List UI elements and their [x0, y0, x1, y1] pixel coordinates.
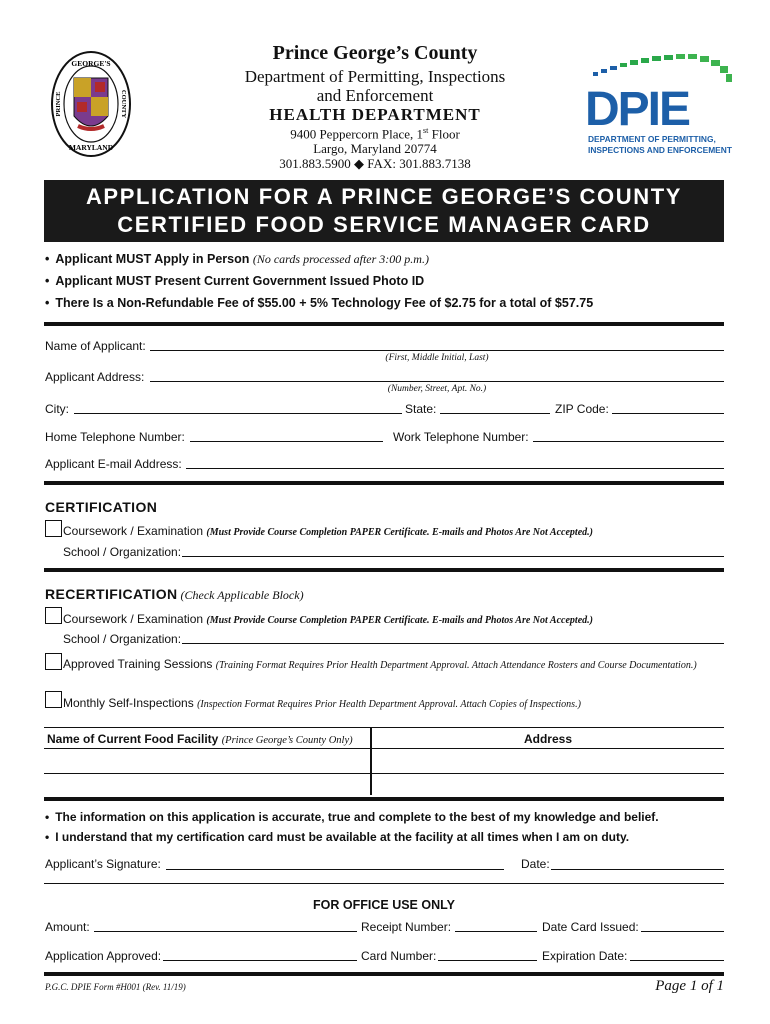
bullet-icon: • — [45, 830, 50, 844]
section-divider — [44, 972, 724, 976]
signature-field[interactable] — [166, 869, 504, 870]
address-label: Applicant Address: — [45, 370, 145, 384]
department-line-2: and Enforcement — [316, 86, 434, 105]
recertification-heading: RECERTIFICATION (Check Applicable Block) — [45, 586, 304, 602]
home-phone-label: Home Telephone Number: — [45, 430, 185, 444]
application-approved-label: Application Approved: — [45, 949, 162, 963]
recertification-coursework-option: Coursework / Examination (Must Provide Course Completion PAPER Certificate. E-mails and Photos Are Not Accepted.) — [63, 612, 593, 626]
city-label: City: — [45, 402, 69, 416]
page-number: Page 1 of 1 — [655, 978, 724, 994]
state-label: State: — [405, 402, 437, 416]
health-department: HEALTH DEPARTMENT — [269, 105, 481, 124]
phone-fax: 301.883.5900 ◆ FAX: 301.883.7138 — [279, 156, 471, 172]
city-field[interactable] — [74, 413, 402, 414]
logo-swoosh-icon — [593, 54, 732, 82]
name-hint: (First, Middle Initial, Last) — [385, 353, 489, 363]
logo-subtitle-1: DEPARTMENT OF PERMITTING, — [588, 134, 716, 144]
form-title-banner — [44, 180, 724, 242]
amount-field[interactable] — [94, 931, 357, 932]
dpie-logo — [585, 50, 735, 160]
work-phone-field[interactable] — [533, 441, 724, 442]
signature-date-field[interactable] — [551, 869, 724, 870]
section-divider — [44, 797, 724, 801]
facility-table — [44, 727, 724, 795]
logo-subtitle-2: INSPECTIONS AND ENFORCEMENT — [588, 145, 732, 155]
bullet-icon: • — [45, 810, 50, 824]
attestation-item: • I understand that my certification card must be available at the facility at all times when I am on duty. — [45, 830, 630, 844]
date-card-issued-label: Date Card Issued: — [542, 920, 639, 934]
department-line-1: Department of Permitting, Inspections — [244, 67, 506, 86]
recertification-school-label: School / Organization: — [63, 632, 182, 646]
county-seal-icon — [50, 50, 132, 158]
certification-coursework-option: Coursework / Examination (Must Provide Course Completion PAPER Certificate. E-mails and Photos Are Not Accepted.) — [63, 524, 593, 538]
form-title-line-2: CERTIFIED FOOD SERVICE MANAGER CARD — [117, 212, 651, 237]
certification-heading: CERTIFICATION — [45, 499, 158, 515]
name-field[interactable] — [150, 350, 724, 351]
application-approved-field[interactable] — [163, 960, 357, 961]
self-inspections-option: Monthly Self-Inspections (Inspection Format Requires Prior Health Department Approval. Attach Copies of Inspections.) — [63, 696, 581, 710]
address-line-2: Largo, Maryland 20774 — [313, 141, 437, 157]
card-number-label: Card Number: — [361, 949, 437, 963]
certification-school-label: School / Organization: — [63, 545, 182, 559]
office-use-heading: FOR OFFICE USE ONLY — [313, 898, 455, 912]
facility-address-header: Address — [523, 732, 573, 746]
section-divider — [44, 322, 724, 326]
address-line-1: 9400 Peppercorn Place, 1st Floor — [290, 126, 460, 142]
signature-date-label: Date: — [521, 857, 550, 871]
facility-address-cell-2[interactable] — [372, 774, 724, 796]
recertification-coursework-checkbox[interactable] — [45, 607, 62, 624]
requirement-item: • Applicant MUST Present Current Government Issued Photo ID — [45, 274, 425, 288]
department-name — [190, 67, 560, 105]
facility-name-header: Name of Current Food Facility (Prince George’s County Only) — [47, 732, 353, 746]
attestation-item: • The information on this application is accurate, true and complete to the best of my knowledge and belief. — [45, 810, 659, 824]
section-divider — [44, 883, 724, 884]
receipt-number-field[interactable] — [455, 931, 537, 932]
section-divider — [44, 568, 724, 572]
department-address — [190, 123, 560, 171]
certification-school-field[interactable] — [182, 556, 724, 557]
recertification-school-field[interactable] — [182, 643, 724, 644]
requirement-item: • Applicant MUST Apply in Person (No cards processed after 3:00 p.m.) — [45, 252, 429, 266]
self-inspections-checkbox[interactable] — [45, 691, 62, 708]
zip-label: ZIP Code: — [555, 402, 609, 416]
amount-label: Amount: — [45, 920, 90, 934]
county-name: Prince George’s County — [272, 42, 478, 64]
card-number-field[interactable] — [438, 960, 537, 961]
bullet-icon: • — [45, 274, 50, 288]
bullet-icon: • — [45, 252, 50, 266]
requirement-item: • There Is a Non-Refundable Fee of $55.00 + 5% Technology Fee of $2.75 for a total of $57.75 — [45, 296, 594, 310]
home-phone-field[interactable] — [190, 441, 383, 442]
state-field[interactable] — [440, 413, 550, 414]
email-label: Applicant E-mail Address: — [45, 457, 182, 471]
facility-address-cell-1[interactable] — [372, 749, 724, 773]
expiration-date-label: Expiration Date: — [542, 949, 628, 963]
address-hint: (Number, Street, Apt. No.) — [387, 384, 487, 394]
email-field[interactable] — [186, 468, 724, 469]
bullet-icon: • — [45, 296, 50, 310]
seal-text-bottom: MARYLAND — [68, 143, 114, 152]
expiration-date-field[interactable] — [630, 960, 724, 961]
address-field[interactable] — [150, 381, 724, 382]
form-number: P.G.C. DPIE Form #H001 (Rev. 11/19) — [45, 982, 186, 992]
form-title-line-1: APPLICATION FOR A PRINCE GEORGE’S COUNTY — [85, 184, 683, 209]
seal-text-left: PRINCE — [55, 91, 62, 117]
receipt-number-label: Receipt Number: — [361, 920, 452, 934]
work-phone-label: Work Telephone Number: — [393, 430, 529, 444]
facility-name-cell-2[interactable] — [44, 774, 370, 796]
signature-label: Applicant’s Signature: — [45, 857, 161, 871]
training-sessions-option: Approved Training Sessions (Training Format Requires Prior Health Department Approval. Attach Attendance Rosters and Course Documentation.) — [63, 657, 697, 671]
facility-name-cell-1[interactable] — [44, 749, 370, 773]
section-divider — [44, 481, 724, 485]
seal-text-top: GEORGE'S — [71, 59, 111, 68]
name-label: Name of Applicant: — [45, 339, 146, 353]
zip-field[interactable] — [612, 413, 724, 414]
certification-coursework-checkbox[interactable] — [45, 520, 62, 537]
seal-text-right: COUNTY — [120, 89, 127, 119]
logo-wordmark: DPIE — [585, 83, 690, 136]
training-sessions-checkbox[interactable] — [45, 653, 62, 670]
date-card-issued-field[interactable] — [641, 931, 724, 932]
